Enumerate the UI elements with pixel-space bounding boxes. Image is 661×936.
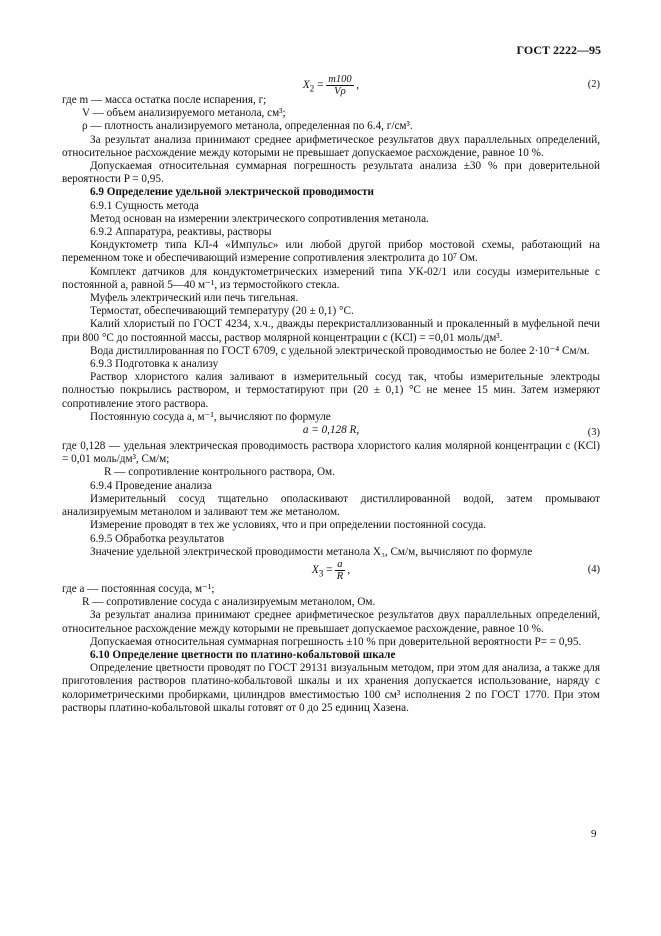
formula-4-sub: 3 [318,569,324,580]
def-2-rho: ρ — плотность анализируемого метанола, определенная по 6.4, г/см³. [82,120,413,133]
formula-4-numerator: a [337,558,343,570]
document-body [62,74,600,715]
formula-2-sub: 2 [309,84,315,95]
formula-4-eq: = [323,563,336,576]
formula-4-number: (4) [587,563,600,575]
result-paragraph-1: За результат анализа принимают среднее арифметическое результатов двух параллельных определений, относительное расхождение между которыми не превышает допускаемое расхождение, равное 10 %. [62,133,600,159]
section-6-9-3-title: 6.9.3 Подготовка к анализу [90,358,219,371]
section-6-9-2-title: 6.9.2 Аппаратура, реактивы, растворы [90,226,272,239]
formula-3-number: (3) [587,427,600,439]
def-2-v: V — объем анализируемого метанола, см³; [82,107,286,120]
def-4-a: где a — постоянная сосуда, м⁻¹; [62,582,215,595]
section-6-9-1-title: 6.9.1 Сущность метода [90,199,199,212]
conductometer-paragraph: Кондуктометр типа КЛ-4 «Импульс» или любой другой прибор мостовой схемы, работающий на переменном токе и обеспечивающий измерение сопротивления электролита до 10⁷ Ом. [62,239,600,265]
constant-paragraph: Постоянную сосуда a, м⁻¹, вычисляют по формуле [90,410,331,423]
formula-2 [62,74,600,97]
sensors-paragraph: Комплект датчиков для кондуктометрических измерений типа УК-02/1 или сосуды измерительные с постоянной a, равной 5—40 м⁻¹, из термостойкого стекла. [62,265,600,291]
error-paragraph-2: Допускаемая относительная суммарная погрешность ±10 % при доверительной вероятности P= = 0,95. [90,635,582,648]
formula-2-fraction [326,74,353,97]
formula-4-denominator: R [336,570,344,582]
water-paragraph: Вода дистиллированная по ГОСТ 6709, с удельной электрической проводимостью не более 2·10⁻⁴ См/м. [90,344,590,357]
formula-4-tail: , [344,563,351,576]
preparation-paragraph: Раствор хлористого калия заливают в измерительный сосуд так, чтобы измерительные электроды полностью покрылись раствором, и термостатируют при (20 ± 0,1) °С не менее 15 мин. Затем измеряют сопротивление этого раствора. [62,371,600,410]
section-6-9-4-title: 6.9.4 Проведение анализа [90,479,212,492]
def-3-r: R — сопротивление контрольного раствора, Ом. [104,466,335,479]
result-paragraph-2: За результат анализа принимают среднее арифметическое результатов двух параллельных определений, относительное расхождение между которыми не превышает допускаемое расхождение, равное 10 %. [62,609,600,635]
value-paragraph: Значение удельной электрической проводимости метанола X₃, См/м, вычисляют по формуле [90,545,533,558]
section-6-9-5-title: 6.9.5 Обработка результатов [90,532,225,545]
thermostat-paragraph: Термостат, обеспечивающий температуру (20 ± 0,1) °С. [90,305,354,318]
def-3-0128: где 0,128 — удельная электрическая проводимость раствора хлористого калия молярной концентрации c (KCl) = 0,01 моль/дм³, См/м; [62,440,600,466]
rinse-paragraph: Измерительный сосуд тщательно ополаскивают дистиллированной водой, затем промывают анализируемым метанолом и заливают тем же метанолом. [62,492,600,519]
section-6-9-title: 6.9 Определение удельной электрической проводимости [90,186,374,199]
page-number: 9 [591,828,597,840]
formula-2-eq: = [314,79,327,92]
method-paragraph: Метод основан на измерении электрического сопротивления метанола. [90,212,429,225]
section-6-10-title: 6.10 Определение цветности по платино-кобальтовой шкале [90,648,396,661]
error-paragraph-1: Допускаемая относительная суммарная погрешность результата анализа ±30 % при доверительной вероятности P = 0,95. [62,160,600,186]
document-header: ГОСТ 2222—95 [516,43,601,57]
formula-2-number: (2) [587,79,600,90]
formula-2-numerator: m100 [328,74,352,85]
muffle-paragraph: Муфель электрический или печь тигельная. [90,292,299,305]
formula-3-body: a = 0,128 R, [302,424,360,437]
formula-4-lhs: X [311,563,319,576]
measure-paragraph: Измерение проводят в тех же условиях, что и при определении постоянной сосуда. [90,519,487,532]
formula-2-tail: , [353,79,360,92]
kcl-paragraph: Калий хлористый по ГОСТ 4234, х.ч., дважды перекристаллизованный и прокаленный в муфельной печи при 800 °С до постоянной массы, раствор молярной концентрации c (KCl) = =0,01 моль/дм³. [62,318,600,344]
def-4-r: R — сопротивление сосуда с анализируемым метанолом, Ом. [82,596,376,609]
formula-4-fraction [335,559,344,582]
formula-2-denominator: Vρ [334,86,346,97]
def-2-m: где m — масса остатка после испарения, г; [62,94,267,106]
formula-4 [62,559,600,583]
formula-2-lhs: X [302,79,310,92]
color-paragraph: Определение цветности проводят по ГОСТ 29131 визуальным методом, при этом для анализа, а также для приготовления растворов платино-кобальтовой шкалы и их хранения допускается использование, наряду с колориметрическими пробирками, цилиндров вместимостью 100 см³ исполнения 2 по ГОСТ 1770. При этом растворы платино-кобальтовой шкалы готовят от 0 до 25 единиц Хазена. [62,662,600,714]
formula-3 [62,424,600,440]
